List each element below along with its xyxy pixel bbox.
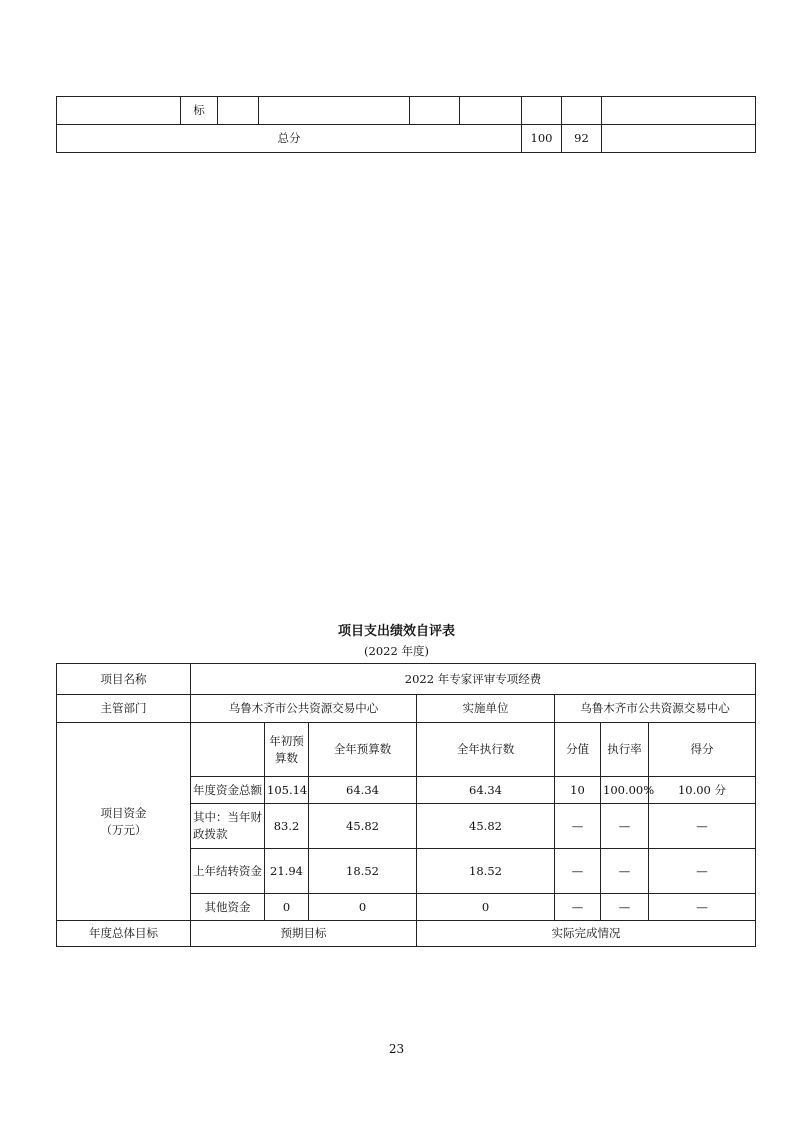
- header-score: 得分: [649, 723, 756, 777]
- table-cell: [602, 97, 756, 125]
- table-cell: [522, 97, 562, 125]
- cell-exec: 0: [417, 894, 555, 921]
- cell-weight: —: [555, 849, 601, 894]
- row-label: 年度资金总额: [191, 777, 265, 804]
- dept-value: 乌鲁木齐市公共资源交易中心: [191, 695, 417, 723]
- cell-exec: 64.34: [417, 777, 555, 804]
- cell-score: —: [649, 894, 756, 921]
- header-initial-budget: 年初预算数: [265, 723, 309, 777]
- total-full-score: 100: [522, 125, 562, 153]
- project-name-value: 2022 年专家评审专项经费: [191, 664, 756, 695]
- header-annual-exec: 全年执行数: [417, 723, 555, 777]
- cell-weight: —: [555, 894, 601, 921]
- header-annual-budget: 全年预算数: [309, 723, 417, 777]
- cell-rate: —: [601, 804, 649, 849]
- cell-rate: —: [601, 849, 649, 894]
- project-name-label: 项目名称: [57, 664, 191, 695]
- total-label: 总分: [57, 125, 522, 153]
- row-label: 其他资金: [191, 894, 265, 921]
- table-row: [57, 723, 756, 777]
- header-weight: 分值: [555, 723, 601, 777]
- impl-unit-value: 乌鲁木齐市公共资源交易中心: [555, 695, 756, 723]
- table-row: [57, 97, 756, 125]
- score-table-continued: [56, 96, 756, 153]
- table-cell: [259, 97, 410, 125]
- funds-label: [57, 723, 191, 921]
- cell-rate: —: [601, 894, 649, 921]
- table-cell: [191, 723, 265, 777]
- header-exec-rate: 执行率: [601, 723, 649, 777]
- table-cell: [410, 97, 460, 125]
- funds-label-line: 项目资金: [100, 805, 147, 820]
- table-cell: [57, 97, 181, 125]
- cell-score: —: [649, 849, 756, 894]
- impl-unit-label: 实施单位: [417, 695, 555, 723]
- self-evaluation-table: [56, 663, 756, 947]
- table-cell: [562, 97, 602, 125]
- row-label: 其中：当年财政拨款: [191, 804, 265, 849]
- cell-score: 10.00 分: [649, 777, 756, 804]
- cell-initial: 83.2: [265, 804, 309, 849]
- cell-initial: 21.94: [265, 849, 309, 894]
- table-cell: [460, 97, 522, 125]
- table-row: [57, 695, 756, 723]
- cell-initial: 0: [265, 894, 309, 921]
- cell-annual: 45.82: [309, 804, 417, 849]
- table-row: [57, 921, 756, 947]
- cell-annual: 64.34: [309, 777, 417, 804]
- dept-label: 主管部门: [57, 695, 191, 723]
- table-row: [57, 664, 756, 695]
- total-row: [57, 125, 756, 153]
- cell-weight: —: [555, 804, 601, 849]
- funds-label-line: （万元）: [100, 822, 147, 837]
- cell-annual: 0: [309, 894, 417, 921]
- page-title: 项目支出绩效自评表: [337, 624, 455, 639]
- page-subtitle: (2022 年度): [364, 644, 429, 658]
- cell-weight: 10: [555, 777, 601, 804]
- cell-annual: 18.52: [309, 849, 417, 894]
- cell-exec: 45.82: [417, 804, 555, 849]
- goal-label: 年度总体目标: [57, 921, 191, 947]
- cell-exec: 18.52: [417, 849, 555, 894]
- row-label: 上年结转资金: [191, 849, 265, 894]
- cell-rate: 100.00%: [601, 777, 649, 804]
- expected-goal-label: 预期目标: [191, 921, 417, 947]
- table-cell: [602, 125, 756, 153]
- total-score: 92: [562, 125, 602, 153]
- cell-initial: 105.14: [265, 777, 309, 804]
- actual-completion-label: 实际完成情况: [417, 921, 756, 947]
- cell-score: —: [649, 804, 756, 849]
- table-cell: 标: [181, 97, 218, 125]
- page-number: 23: [388, 1042, 405, 1056]
- table-cell: [218, 97, 259, 125]
